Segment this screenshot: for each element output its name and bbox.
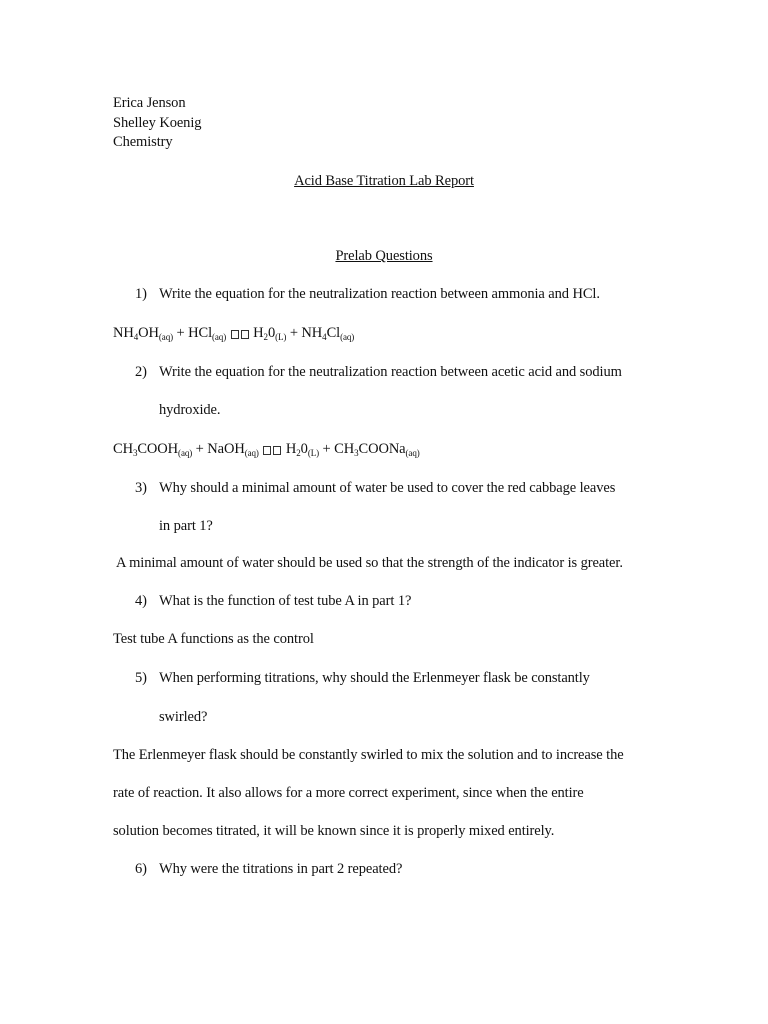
- eq-term: OH: [138, 325, 159, 341]
- equation-1: [113, 324, 354, 342]
- eq-term: + NH: [286, 325, 323, 341]
- question-text: What is the function of test tube A in part 1?: [159, 593, 412, 609]
- subject-name: Chemistry: [113, 134, 173, 150]
- author-name-2: Shelley Koenig: [113, 115, 202, 131]
- answer-4: Test tube A functions as the control: [113, 631, 314, 647]
- eq-subscript: 4: [133, 332, 139, 342]
- eq-subscript: 3: [354, 448, 359, 458]
- eq-subscript: (aq): [212, 332, 227, 342]
- eq-term: NH: [113, 325, 134, 341]
- question-text-line-2: swirled?: [159, 709, 208, 725]
- eq-term: H: [249, 325, 264, 341]
- section-title: Prelab Questions: [335, 248, 433, 264]
- question-number: 4): [135, 593, 147, 609]
- answer-line-2: rate of reaction. It also allows for a more correct experiment, since when the entire: [113, 785, 584, 801]
- eq-subscript: (aq): [158, 332, 173, 342]
- equation-2: [113, 440, 420, 458]
- eq-subscript: 4: [322, 332, 327, 342]
- eq-subscript: (aq): [405, 448, 420, 458]
- question-text-line-2: in part 1?: [159, 518, 213, 534]
- eq-subscript: 2: [296, 448, 301, 458]
- eq-subscript: 2: [263, 332, 268, 342]
- eq-term: 0: [300, 441, 308, 457]
- eq-subscript: (aq): [178, 448, 193, 458]
- missing-arrow-glyph-icon: [263, 446, 271, 455]
- question-text: Why were the titrations in part 2 repeated?: [159, 861, 403, 877]
- eq-term: + CH: [319, 441, 355, 457]
- question-number: 2): [135, 364, 147, 380]
- eq-term: + HCl: [173, 325, 212, 341]
- question-text-line-1: Write the equation for the neutralization reaction between acetic acid and sodium: [159, 364, 622, 380]
- question-number: 3): [135, 480, 147, 496]
- question-text-line-1: When performing titrations, why should the Erlenmeyer flask be constantly: [159, 670, 590, 686]
- report-title-wrap: [0, 172, 768, 190]
- answer-line-1: The Erlenmeyer flask should be constantly swirled to mix the solution and to increase the: [113, 747, 624, 763]
- question-text: Write the equation for the neutralization reaction between ammonia and HCl.: [159, 286, 600, 302]
- eq-term: COOH: [137, 441, 179, 457]
- missing-arrow-glyph-icon: [241, 330, 249, 339]
- eq-term: H: [282, 441, 297, 457]
- eq-subscript: (L): [275, 332, 287, 342]
- missing-arrow-glyph-icon: [231, 330, 239, 339]
- question-number: 5): [135, 670, 147, 686]
- eq-subscript: (aq): [340, 332, 355, 342]
- author-name-1: Erica Jenson: [113, 95, 186, 111]
- question-number: 6): [135, 861, 147, 877]
- eq-term: Cl: [326, 325, 341, 341]
- eq-term: 0: [267, 325, 276, 341]
- report-title: Acid Base Titration Lab Report: [294, 173, 474, 189]
- answer-3: A minimal amount of water should be used so that the strength of the indicator is greater.: [116, 555, 623, 571]
- eq-subscript: (L): [307, 448, 320, 458]
- section-title-wrap: [0, 247, 768, 265]
- eq-subscript: 3: [132, 448, 138, 458]
- answer-line-3: solution becomes titrated, it will be known since it is properly mixed entirely.: [113, 823, 555, 839]
- missing-arrow-glyph-icon: [273, 446, 281, 455]
- question-text-line-1: Why should a minimal amount of water be used to cover the red cabbage leaves: [159, 480, 616, 496]
- question-text-line-2: hydroxide.: [159, 402, 221, 418]
- eq-term: COONa: [358, 441, 406, 457]
- eq-subscript: (aq): [244, 448, 259, 458]
- eq-term: CH: [113, 441, 133, 457]
- eq-term: + NaOH: [192, 441, 245, 457]
- question-number: 1): [135, 286, 147, 302]
